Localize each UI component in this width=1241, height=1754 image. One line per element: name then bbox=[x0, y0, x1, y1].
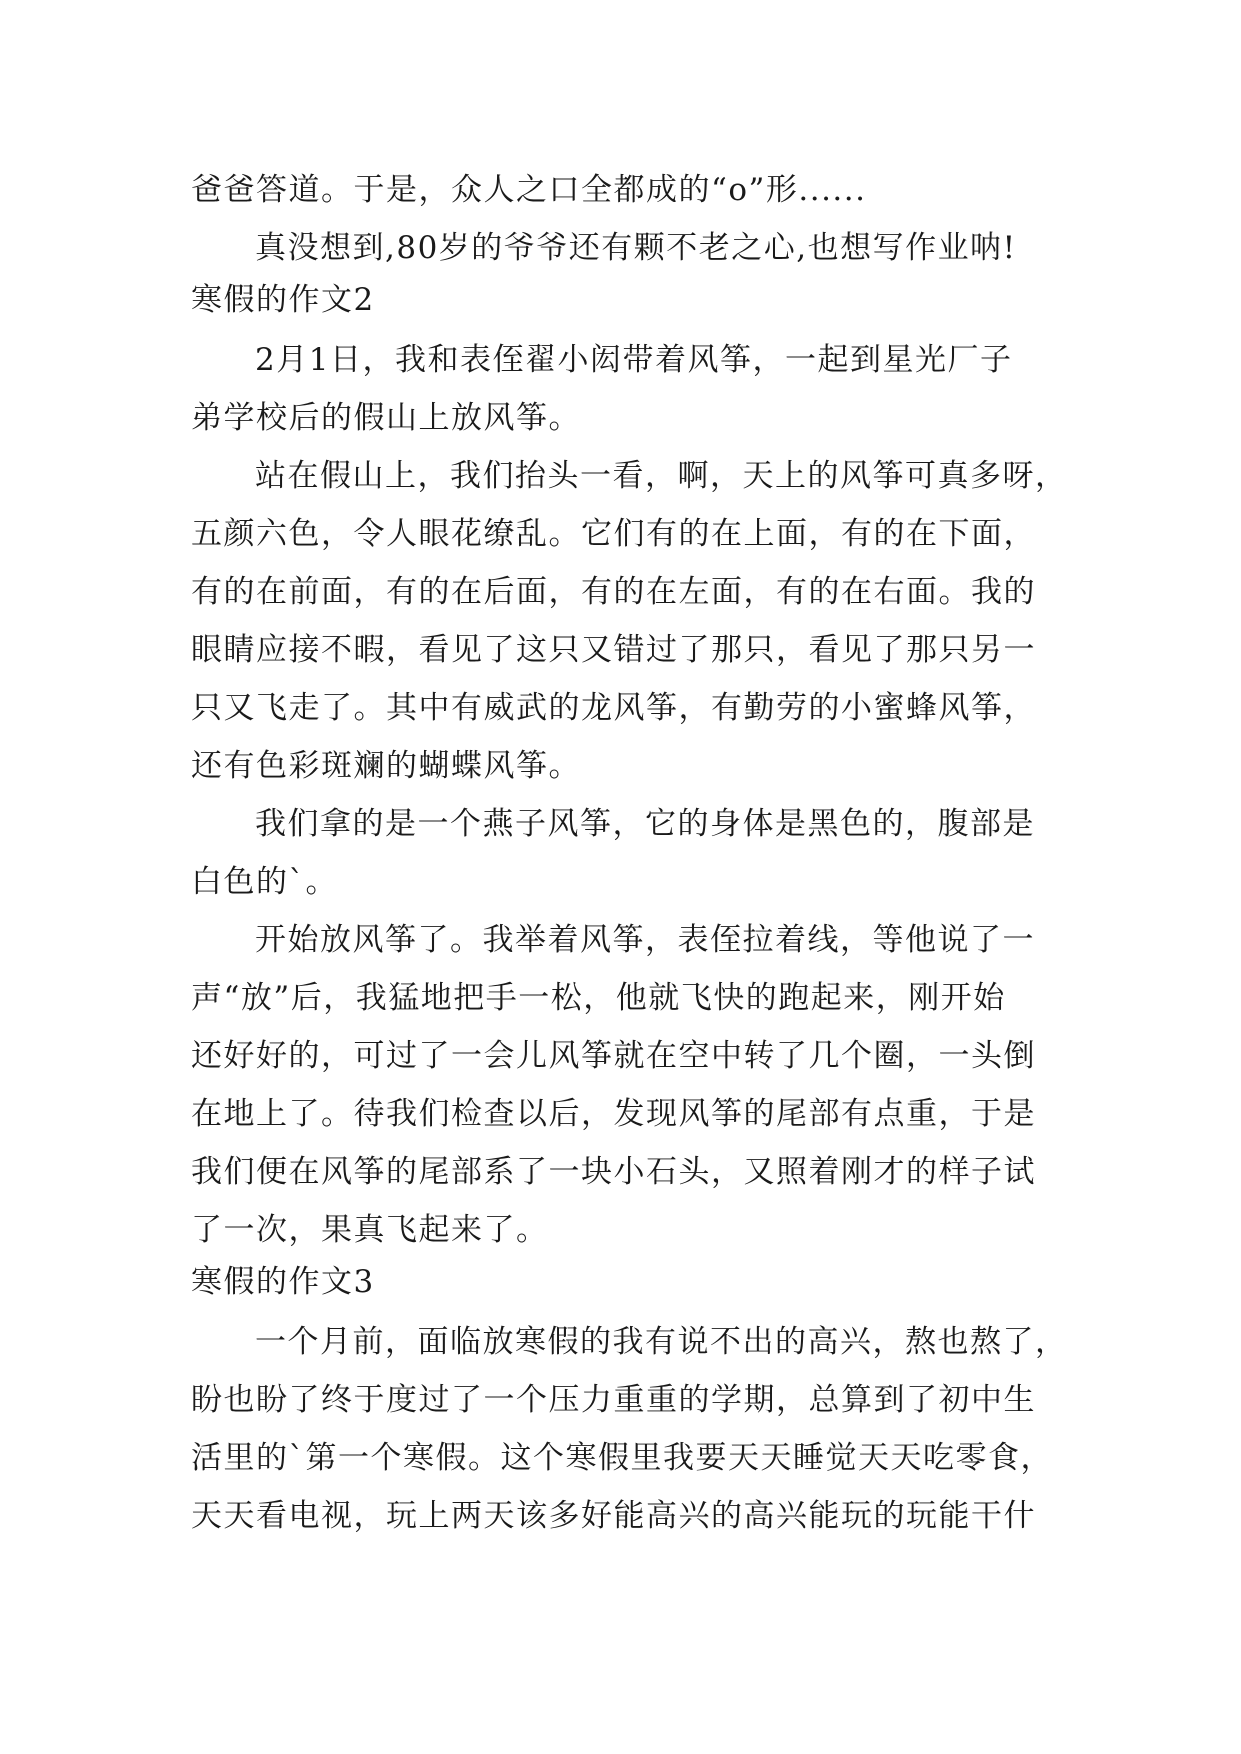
text-line: 爸爸答道。于是，众人之口全都成的“o”形...... bbox=[191, 172, 867, 208]
text-line: 盼也盼了终于度过了一个压力重重的学期，总算到了初中生 bbox=[191, 1382, 1036, 1418]
text-line: 活里的`第一个寒假。这个寒假里我要天天睡觉天天吃零食， bbox=[191, 1440, 1053, 1476]
text-line: 开始放风筝了。我举着风筝，表侄拉着线，等他说了一 bbox=[255, 922, 1035, 958]
text-line: 还好好的，可过了一会儿风筝就在空中转了几个圈，一头倒 bbox=[191, 1038, 1036, 1074]
text-line: 有的在前面，有的在后面，有的在左面，有的在右面。我的 bbox=[191, 574, 1036, 610]
text-line: 我们便在风筝的尾部系了一块小石头，又照着刚才的样子试 bbox=[191, 1154, 1036, 1190]
text-line: 真没想到,80岁的爷爷还有颗不老之心,也想写作业呐! bbox=[255, 230, 1017, 266]
text-line: 白色的`。 bbox=[191, 864, 338, 900]
text-line: 声“放”后，我猛地把手一松，他就飞快的跑起来，刚开始 bbox=[191, 980, 1006, 1016]
text-line: 2月1日，我和表侄翟小闳带着风筝，一起到星光厂子 bbox=[255, 342, 1013, 378]
text-line: 弟学校后的假山上放风筝。 bbox=[191, 400, 581, 436]
text-line: 眼睛应接不暇，看见了这只又错过了那只，看见了那只另一 bbox=[191, 632, 1036, 668]
text-line: 只又飞走了。其中有威武的龙风筝，有勤劳的小蜜蜂风筝， bbox=[191, 690, 1036, 726]
text-line: 还有色彩斑斓的蝴蝶风筝。 bbox=[191, 748, 581, 784]
text-line: 天天看电视，玩上两天该多好能高兴的高兴能玩的玩能干什 bbox=[191, 1498, 1036, 1534]
section-heading: 寒假的作文3 bbox=[191, 1264, 375, 1300]
text-line: 一个月前，面临放寒假的我有说不出的高兴，熬也熬了， bbox=[255, 1324, 1068, 1360]
text-line: 我们拿的是一个燕子风筝，它的身体是黑色的，腹部是 bbox=[255, 806, 1035, 842]
text-line: 在地上了。待我们检查以后，发现风筝的尾部有点重，于是 bbox=[191, 1096, 1036, 1132]
text-line: 站在假山上，我们抬头一看，啊，天上的风筝可真多呀， bbox=[255, 458, 1068, 494]
text-line: 五颜六色，令人眼花缭乱。它们有的在上面，有的在下面， bbox=[191, 516, 1036, 552]
section-heading: 寒假的作文2 bbox=[191, 282, 375, 318]
text-line: 了一次，果真飞起来了。 bbox=[191, 1212, 549, 1248]
